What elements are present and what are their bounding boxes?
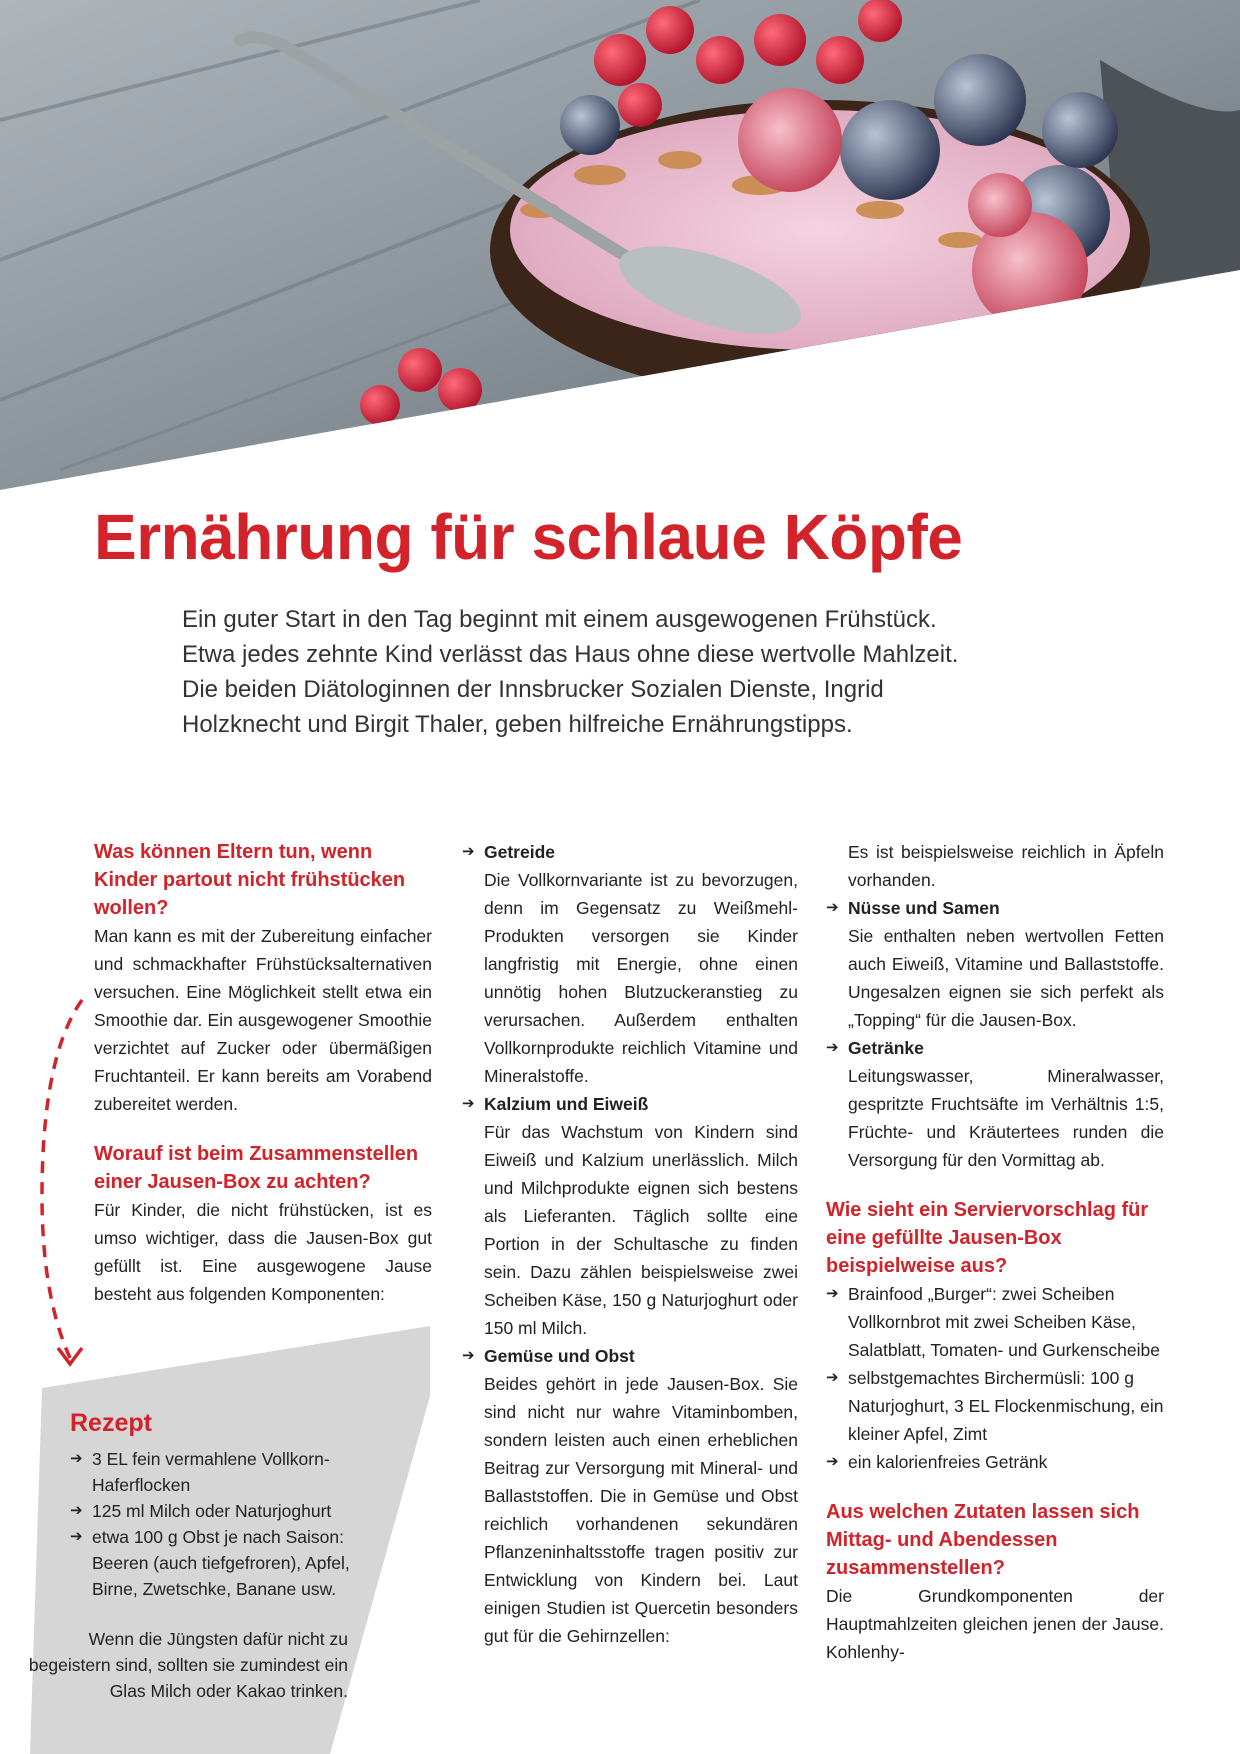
rezept-item: ➔ 125 ml Milch oder Naturjoghurt <box>70 1498 370 1524</box>
body-paragraph: Für das Wachstum von Kindern sind Eiweiß und Kalzium unerlässlich. Milch und Milchprodukte eignen sich bestens als Lieferanten. Täglich sollte eine Portion in der Schultasche zu finden sein. Dazu zählen beispielsweise zwei Scheiben Käse, 150 g Naturjoghurt oder 150 ml Milch. <box>484 1122 798 1338</box>
question-heading: Worauf ist beim Zusammenstellen einer Jausen-Box zu achten? <box>94 1143 419 1193</box>
bullet-heading: ➔ Getränke <box>826 1034 1164 1062</box>
bullet-heading: ➔ Kalzium und Eiweiß <box>462 1090 798 1118</box>
list-item: ➔ Brainfood „Burger“: zwei Scheiben Vollkornbrot mit zwei Scheiben Käse, Salatblatt, Tomaten- und Gurkenscheibe <box>826 1280 1164 1364</box>
rezept-note: Wenn die Jüngsten dafür nicht zu begeistern sind, sollten sie zumindest ein Glas Milch oder Kakao trinken. <box>28 1629 348 1701</box>
body-paragraph: Die Grundkomponenten der Hauptmahlzeiten gleichen jenen der Jause. Kohlenhy- <box>826 1586 1164 1662</box>
lead-paragraph: Ein guter Start in den Tag beginnt mit einem ausgewogenen Frühstück. Etwa jedes zehnte Kind verlässt das Haus ohne diese wertvolle Mahlzeit. Die beiden Diätologinnen der Innsbrucker Sozialen Dienste, Ingrid Holzknecht und Birgit Thaler, geben hilfreiche Ernährungstipps. <box>182 606 959 738</box>
question-heading: Aus welchen Zutaten lassen sich Mittag- und Abendessen zusammenstellen? <box>826 1501 1140 1579</box>
question-heading: Wie sieht ein Serviervorschlag für eine gefüllte Jausen-Box beispielweise aus? <box>826 1199 1149 1277</box>
smoothie-bowl-icon <box>0 0 1240 490</box>
body-paragraph: Beides gehört in jede Jausen-Box. Sie sind nicht nur wahre Vitaminbomben, sondern leisten auch einen erheblichen Beitrag zur Versorgung mit Mineral- und Ballaststoffen. Die in Gemüse und Obst reichlich vorhandenen sekundären Pflanzeninhaltsstoffe tragen positiv zur Entwicklung von Kindern bei. Laut einigen Studien ist Quercetin besonders gut für die Gehirnzellen: <box>484 1374 798 1646</box>
body-paragraph: Leitungswasser, Mineralwasser, gespritzte Fruchtsäfte im Verhältnis 1:5, Früchte- und Kräutertees runden die Versorgung für den Vormittag ab. <box>848 1066 1164 1170</box>
body-paragraph: Es ist beispielsweise reichlich in Äpfeln vorhanden. <box>848 842 1164 890</box>
rezept-item: ➔ etwa 100 g Obst je nach Saison: Beeren (auch tiefgefroren), Apfel, Birne, Zwetschke, Banane usw. <box>70 1524 370 1602</box>
rezept-item: ➔ 3 EL fein vermahlene Vollkorn-Haferflocken <box>70 1446 370 1498</box>
body-paragraph: Sie enthalten neben wertvollen Fetten auch Eiweiß, Vitamine und Ballaststoffe. Ungesalzen eignen sie sich perfekt als „Topping“ für die Jausen-Box. <box>848 926 1164 1030</box>
dashed-arrow-icon <box>40 996 100 1372</box>
rezept-heading: Rezept <box>70 1409 152 1437</box>
page-title: Ernährung für schlaue Köpfe <box>94 501 963 573</box>
body-paragraph: Für Kinder, die nicht frühstücken, ist es umso wichtiger, dass die Jausen-Box gut gefüllt ist. Eine ausgewogene Jause besteht aus folgenden Komponenten: <box>94 1200 432 1304</box>
bullet-heading: ➔ Nüsse und Samen <box>826 894 1164 922</box>
list-item: ➔ ein kalorienfreies Getränk <box>826 1448 1164 1476</box>
rezept-box <box>70 1406 370 1602</box>
bullet-heading: ➔ Getreide <box>462 838 798 866</box>
bullet-heading: ➔ Gemüse und Obst <box>462 1342 798 1370</box>
body-paragraph: Man kann es mit der Zubereitung einfacher und schmackhafter Frühstücksalternativen versuchen. Eine Möglichkeit stellt etwa ein Smoothie dar. Ein ausgewogener Smoothie verzichtet auf Zucker oder übermäßigen Fruchtanteil. Er kann bereits am Vorabend zubereitet werden. <box>94 926 432 1114</box>
column-1 <box>94 838 432 1308</box>
question-heading: Was können Eltern tun, wenn Kinder partout nicht frühstücken wollen? <box>94 841 406 919</box>
column-2 <box>462 838 798 1650</box>
body-paragraph: Die Vollkornvariante ist zu bevorzugen, denn im Gegensatz zu Weißmehl-Produkten versorgen sie Kinder langfristig mit Energie, ohne einen unnötig hohen Blutzuckeranstieg zu verursachen. Außerdem enthalten Vollkornprodukte reichlich Vitamine und Mineralstoffe. <box>484 870 798 1086</box>
hero-photo <box>0 0 1240 490</box>
list-item: ➔ selbstgemachtes Birchermüsli: 100 g Naturjoghurt, 3 EL Flockenmischung, ein kleiner Apfel, Zimt <box>826 1364 1164 1448</box>
column-3 <box>826 838 1164 1666</box>
